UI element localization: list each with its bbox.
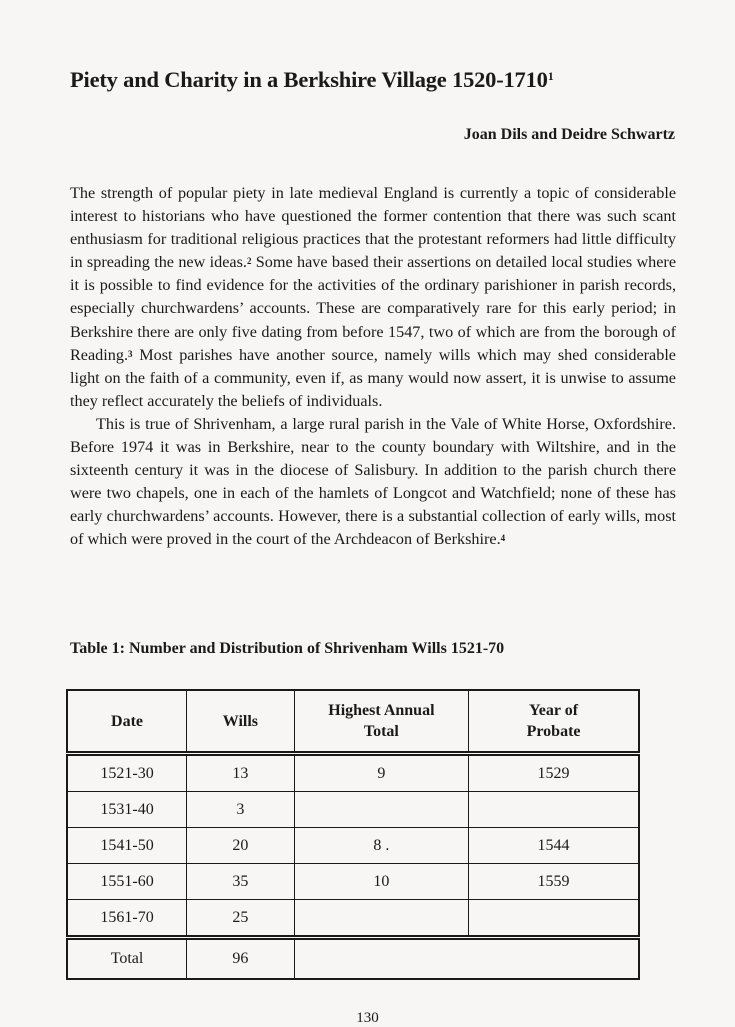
total-cell: 96 [187, 938, 295, 980]
footnote-marker: 4 [500, 533, 506, 544]
column-header: Year of Probate [469, 690, 639, 754]
table-footer [67, 938, 639, 980]
table-total-row [67, 938, 639, 980]
table-cell: 3 [187, 792, 295, 828]
body-paragraph [70, 413, 676, 552]
table-cell: 8 . [294, 828, 468, 864]
table-header [67, 690, 639, 754]
table-row [67, 792, 639, 828]
column-header: Highest Annual Total [294, 690, 468, 754]
table-cell [294, 900, 468, 938]
page-title [70, 67, 690, 93]
table-cell: 35 [187, 864, 295, 900]
column-header: Date [67, 690, 187, 754]
table-cell: 1544 [469, 828, 639, 864]
table-cell: 10 [294, 864, 468, 900]
title-text: Piety and Charity in a Berkshire Village 1520-1710 [70, 67, 548, 93]
column-header: Wills [187, 690, 295, 754]
table-cell: 20 [187, 828, 295, 864]
table-cell [469, 900, 639, 938]
paragraph-text: This is true of Shrivenham, a large rural parish in the Vale of White Horse, Oxfordshire. Before 1974 it was in Berkshire, near to the county boundary with Wiltshire, and in the sixteenth century it was in the diocese of Salisbury. In addition to the parish church there were two chapels, one in each of the hamlets of Longcot and Watchfield; none of these has early churchwardens’ accounts. However, there is a substantial collection of early wills, most of which were proved in the court of the Archdeacon of Berkshire. [70, 414, 676, 549]
paragraph-text: The strength of popular piety in late medieval England is currently a topic of considerable interest to historians who have questioned the former contention that there was such scant enthusiasm for traditional religious practices that the protestant reformers had little difficulty in spreading the new ideas. [70, 184, 676, 272]
paragraph-text: Some have based their assertions on detailed local studies where it is possible to find evidence for the activities of the ordinary parishioner in parish records, especially churchwardens’ accounts. These are comparatively rare for this early period; in Berkshire there are only five dating from before 1547, two of which are from the borough of Reading. [70, 253, 677, 364]
author-byline: Joan Dils and Deidre Schwartz [463, 126, 675, 143]
table-row [67, 754, 639, 792]
table-cell: 1561-70 [67, 900, 187, 938]
table-row [67, 900, 639, 938]
table-row [67, 864, 639, 900]
table-cell: 1541-50 [67, 828, 187, 864]
total-cell: Total [67, 938, 187, 980]
table-cell: 1531-40 [67, 792, 187, 828]
table-cell: 13 [187, 754, 295, 792]
table-cell: 1521-30 [67, 754, 187, 792]
body-paragraph [70, 182, 676, 413]
article-body [70, 182, 676, 552]
table-cell: 9 [294, 754, 468, 792]
table-cell: 1529 [469, 754, 639, 792]
table-row [67, 828, 639, 864]
table-cell: 1551-60 [67, 864, 187, 900]
table-cell: 1559 [469, 864, 639, 900]
table-header-row [67, 690, 639, 754]
table-cell [469, 792, 639, 828]
title-footnote-marker: 1 [547, 69, 554, 84]
footnote-marker: 2 [246, 256, 252, 267]
wills-table [66, 689, 640, 980]
footnote-marker: 3 [128, 348, 133, 359]
table-cell [294, 792, 468, 828]
total-cell [294, 938, 639, 980]
table-body [67, 754, 639, 938]
page-number: 130 [356, 1010, 379, 1026]
table-cell: 25 [187, 900, 295, 938]
table-caption: Table 1: Number and Distribution of Shrivenham Wills 1521-70 [70, 640, 505, 657]
paragraph-text: Most parishes have another source, namely wills which may shed considerable light on the faith of a community, even if, as many would now assert, it is unwise to assume they reflect accurately the beliefs of individuals. [70, 345, 676, 410]
